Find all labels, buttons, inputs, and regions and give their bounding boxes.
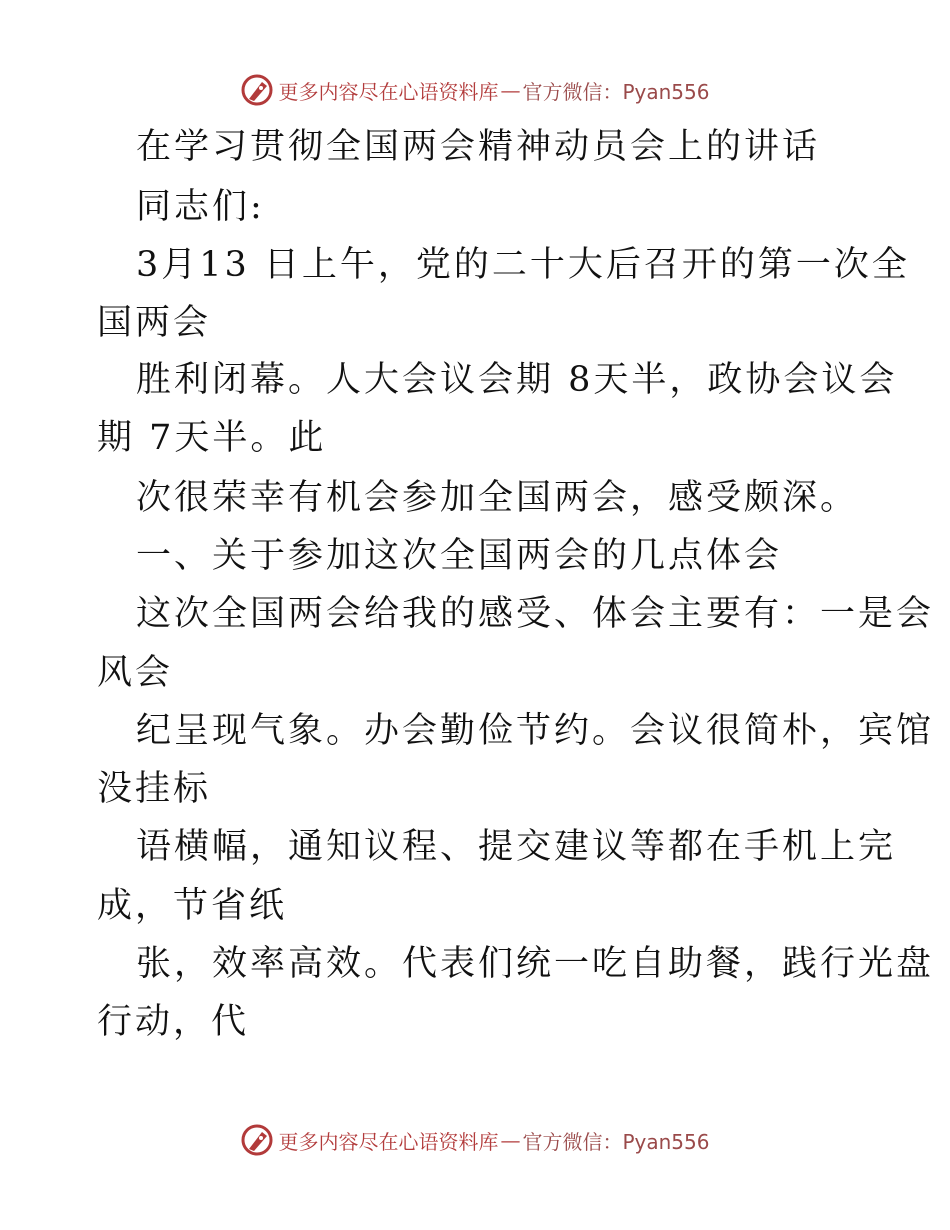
paragraph-line: 成，节省纸 — [97, 886, 288, 926]
paragraph-line: 这次全国两会给我的感受、体会主要有：一是会 — [136, 594, 935, 634]
paragraph-line: 风会 — [97, 653, 174, 693]
banner-text: 更多内容尽在心语资料库 — [278, 79, 499, 104]
pen-nib-logo-icon — [240, 73, 274, 107]
banner-separator: — — [500, 1128, 521, 1152]
paragraph-line: 胜利闭幕。人大会议会期 8天半，政协会议会 — [136, 360, 898, 400]
salutation: 同志们: — [136, 187, 265, 227]
paragraph-line: 国两会 — [97, 303, 212, 343]
paragraph-line: 语横幅，通知议程、提交建议等都在手机上完 — [136, 827, 897, 867]
paragraph-line: 纪呈现气象。办会勤俭节约。会议很简朴，宾馆 — [136, 711, 935, 751]
banner-text: 更多内容尽在心语资料库 — [278, 1129, 499, 1154]
paragraph-line: 次很荣幸有机会参加全国两会，感受颇深。 — [136, 478, 859, 518]
banner-wechat: 官方微信：Pyan556 — [522, 79, 710, 104]
header-watermark-banner — [0, 70, 950, 110]
paragraph-line: 行动，代 — [97, 1002, 250, 1042]
section-heading: 一、关于参加这次全国两会的几点体会 — [136, 536, 783, 576]
document-title: 在学习贯彻全国两会精神动员会上的讲话 — [136, 127, 821, 167]
footer-watermark-banner — [0, 1120, 950, 1160]
paragraph-line: 张，效率高效。代表们统一吃自助餐，践行光盘 — [136, 944, 935, 984]
banner-separator: — — [500, 78, 521, 102]
paragraph-line: 期 7天半。此 — [97, 418, 327, 458]
banner-wechat: 官方微信：Pyan556 — [522, 1129, 710, 1154]
paragraph-line: 3月13 日上午，党的二十大后召开的第一次全 — [136, 245, 910, 285]
pen-nib-logo-icon — [240, 1123, 274, 1157]
paragraph-line: 没挂标 — [97, 769, 212, 809]
